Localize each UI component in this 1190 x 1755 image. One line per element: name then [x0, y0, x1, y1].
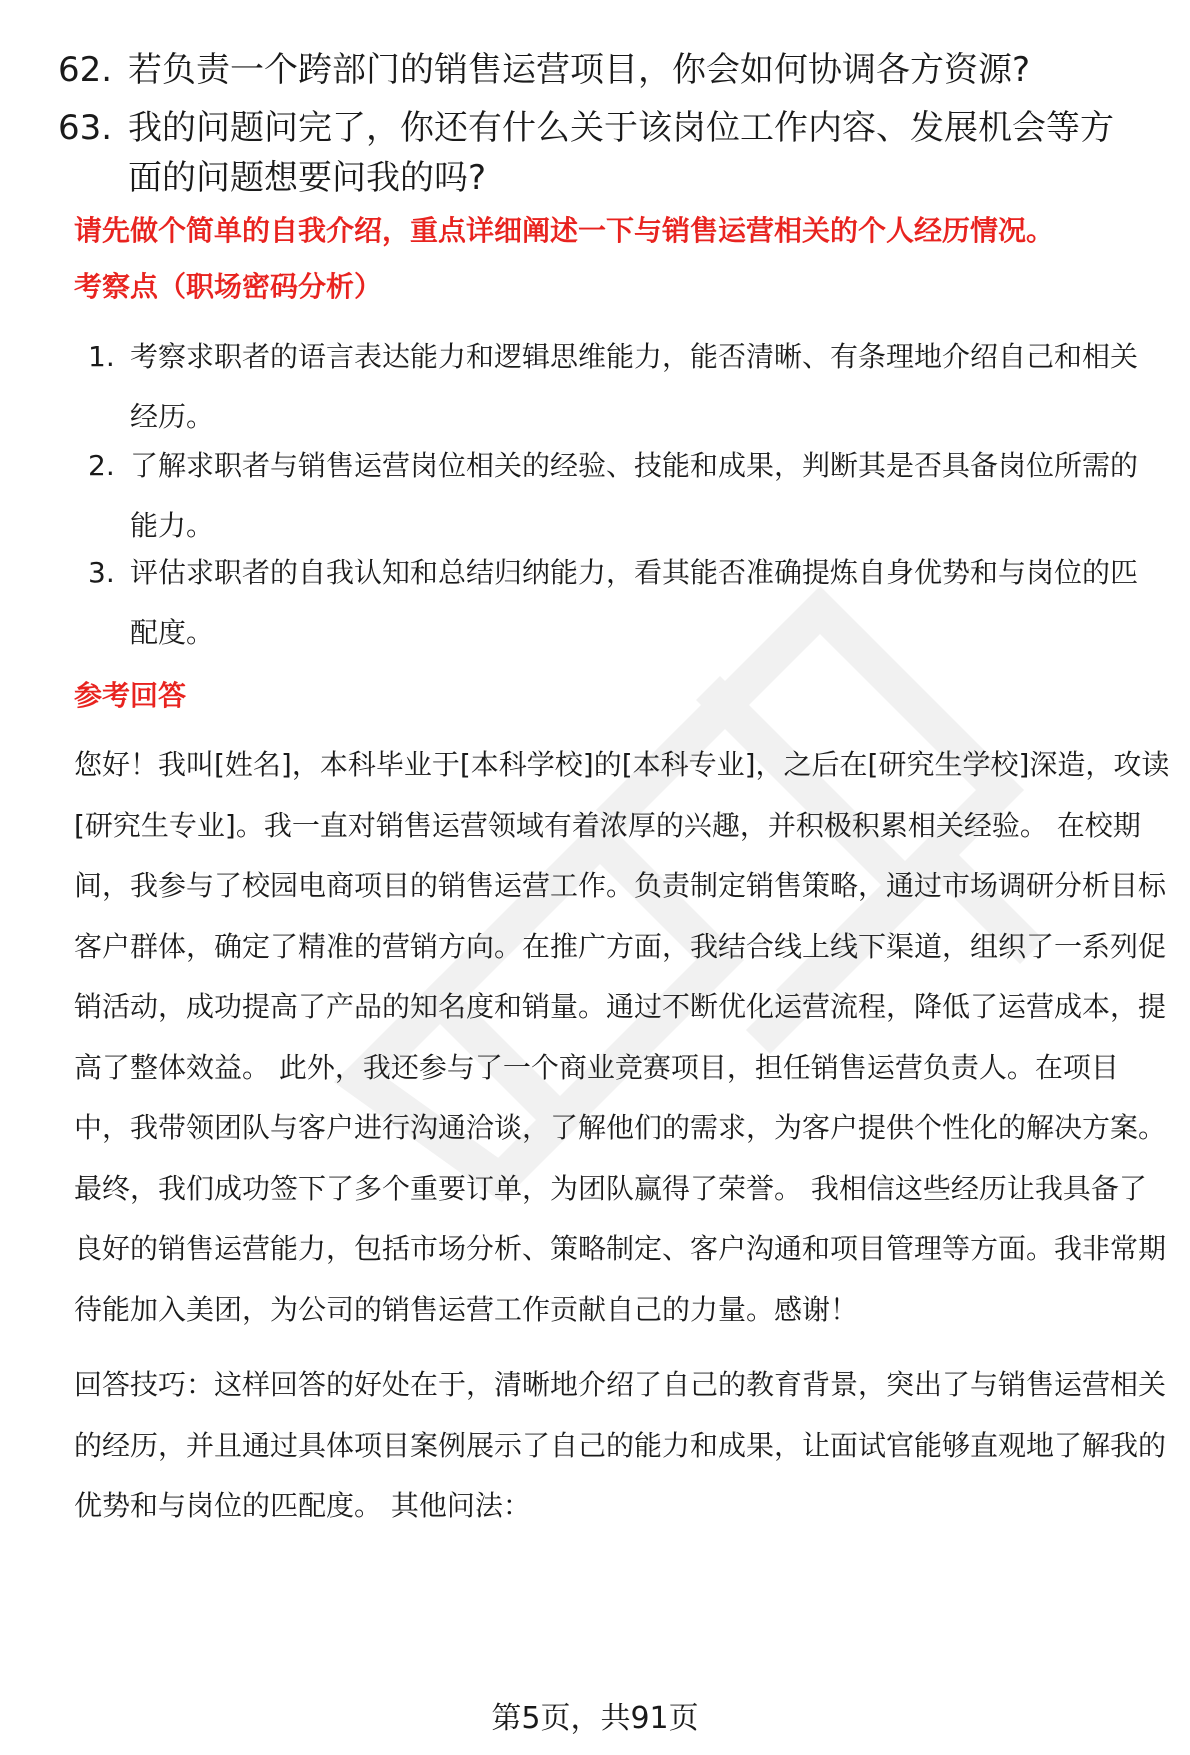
list-number: 1.	[88, 340, 115, 373]
points-heading: 考察点（职场密码分析）	[74, 270, 383, 303]
page-number: 第5页，共91页	[491, 1701, 699, 1736]
tips-paragraph: 回答技巧：这样回答的好处在于，清晰地介绍了自己的教育背景，突出了与销售运营相关的经历，并且通过具体项目案例展示了自己的能力和成果，让面试官能够直观地了解我的优势和与岗位的匹配度。 其他问法：	[74, 1368, 1167, 1522]
question-heading: 请先做个简单的自我介绍，重点详细阐述一下与销售运营相关的个人经历情况。	[74, 214, 1055, 247]
question-text: 我的问题问完了，你还有什么关于该岗位工作内容、发展机会等方面的问题想要问我的吗?	[128, 108, 1114, 198]
question-text: 若负责一个跨部门的销售运营项目，你会如何协调各方资源?	[128, 50, 1031, 90]
list-number: 3.	[88, 556, 115, 589]
question-number: 63.	[58, 108, 113, 148]
list-text: 考察求职者的语言表达能力和逻辑思维能力，能否清晰、有条理地介绍自己和相关经历。	[130, 340, 1139, 433]
list-number: 2.	[88, 449, 115, 482]
list-text: 了解求职者与销售运营岗位相关的经验、技能和成果，判断其是否具备岗位所需的能力。	[130, 449, 1139, 542]
list-text: 评估求职者的自我认知和总结归纳能力，看其能否准确提炼自身优势和与岗位的匹配度。	[130, 556, 1139, 649]
question-number: 62.	[58, 50, 113, 90]
answer-paragraph: 您好！我叫[姓名]，本科毕业于[本科学校]的[本科专业]，之后在[研究生学校]深造，攻读[研究生专业]。我一直对销售运营领域有着浓厚的兴趣，并积极积累相关经验。 在校期间，我参与了校园电商项目的销售运营工作。负责制定销售策略，通过市场调研分析目标客户群体，确定了精准的营销方向。在推广方面，我结合线上线下渠道，组织了一系列促销活动，成功提高了产品的知名度和销量。通过不断优化运营流程，降低了运营成本，提高了整体效益。 此外，我还参与了一个商业竞赛项目，担任销售运营负责人。在项目中，我带领团队与客户进行沟通洽谈，了解他们的需求，为客户提供个性化的解决方案。最终，我们成功签下了多个重要订单，为团队赢得了荣誉。 我相信这些经历让我具备了良好的销售运营能力，包括市场分析、策略制定、客户沟通和项目管理等方面。我非常期待能加入美团，为公司的销售运营工作贡献自己的力量。感谢！	[74, 748, 1170, 1326]
answer-heading: 参考回答	[74, 679, 187, 712]
